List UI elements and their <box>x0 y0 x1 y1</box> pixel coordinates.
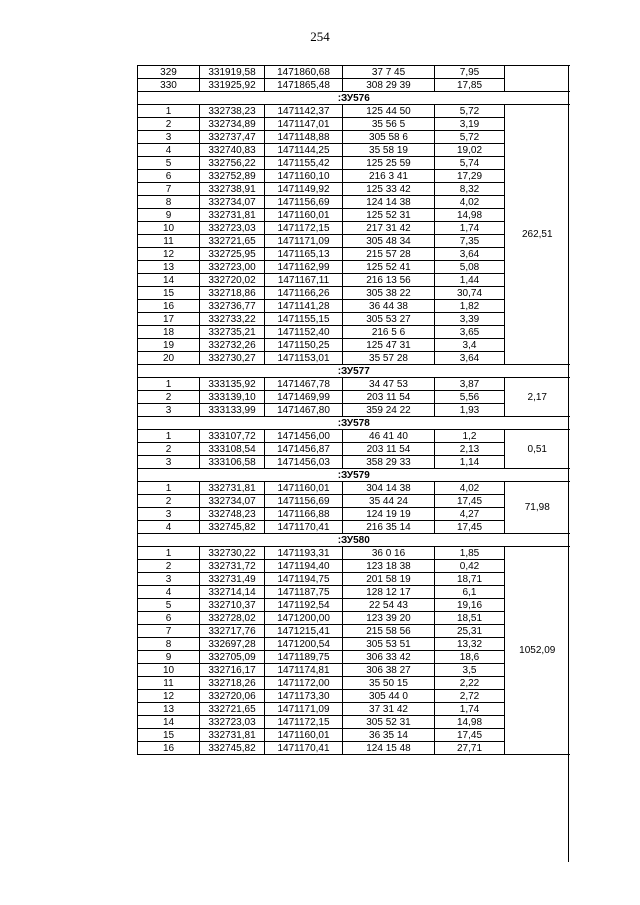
table-cell: 1,85 <box>435 547 505 560</box>
table-cell: 1471194,75 <box>265 573 343 586</box>
table-cell: 1,14 <box>435 456 505 469</box>
area-cell: 262,51 <box>505 105 570 365</box>
table-cell: 22 54 43 <box>343 599 435 612</box>
table-cell: 332728,02 <box>200 612 265 625</box>
section-title: :ЗУ580 <box>138 534 570 547</box>
table-cell: 1471174,81 <box>265 664 343 677</box>
table-cell: 8,32 <box>435 183 505 196</box>
table-row <box>138 547 570 560</box>
table-cell: 1471150,25 <box>265 339 343 352</box>
table-cell: 36 44 38 <box>343 300 435 313</box>
table-cell: 3 <box>138 573 200 586</box>
table-cell: 128 12 17 <box>343 586 435 599</box>
table-cell: 18 <box>138 326 200 339</box>
table-cell: 6 <box>138 612 200 625</box>
table-cell: 308 29 39 <box>343 79 435 92</box>
table-cell: 1471200,54 <box>265 638 343 651</box>
table-cell: 332731,81 <box>200 729 265 742</box>
table-cell: 9 <box>138 209 200 222</box>
table-cell: 6,1 <box>435 586 505 599</box>
section-header-row <box>138 469 570 482</box>
table-cell: 18,6 <box>435 651 505 664</box>
table-cell: 18,71 <box>435 573 505 586</box>
table-cell: 1471160,01 <box>265 482 343 495</box>
table-cell: 332717,76 <box>200 625 265 638</box>
table-row <box>138 378 570 391</box>
table-cell: 1471155,42 <box>265 157 343 170</box>
table-cell: 332723,03 <box>200 716 265 729</box>
table-cell: 1,74 <box>435 222 505 235</box>
table-cell: 332737,47 <box>200 131 265 144</box>
table-cell: 332721,65 <box>200 703 265 716</box>
table-cell: 17,85 <box>435 79 505 92</box>
table-cell: 30,74 <box>435 287 505 300</box>
table-cell: 36 35 14 <box>343 729 435 742</box>
table-cell: 13 <box>138 703 200 716</box>
table-cell: 332738,23 <box>200 105 265 118</box>
table-cell: 35 50 15 <box>343 677 435 690</box>
section-title: :ЗУ578 <box>138 417 570 430</box>
table-cell: 332718,26 <box>200 677 265 690</box>
table-cell: 305 48 34 <box>343 235 435 248</box>
table-cell: 17,45 <box>435 729 505 742</box>
table-cell: 2 <box>138 495 200 508</box>
table-row <box>138 66 570 79</box>
table-cell: 2 <box>138 391 200 404</box>
table-cell: 1471467,78 <box>265 378 343 391</box>
table-cell: 3,64 <box>435 248 505 261</box>
table-cell: 329 <box>138 66 200 79</box>
table-cell: 5 <box>138 599 200 612</box>
table-cell: 15 <box>138 287 200 300</box>
table-cell: 332705,09 <box>200 651 265 664</box>
table-cell: 216 3 41 <box>343 170 435 183</box>
table-cell: 332730,22 <box>200 547 265 560</box>
table-cell: 1471149,92 <box>265 183 343 196</box>
table-cell: 5,56 <box>435 391 505 404</box>
table-cell: 1471166,26 <box>265 287 343 300</box>
table-cell: 4,02 <box>435 482 505 495</box>
table-cell: 1471156,69 <box>265 196 343 209</box>
table-cell: 3,39 <box>435 313 505 326</box>
table-cell: 123 39 20 <box>343 612 435 625</box>
table-cell: 1,44 <box>435 274 505 287</box>
table-cell: 3 <box>138 131 200 144</box>
table-cell: 358 29 33 <box>343 456 435 469</box>
table-cell: 19,16 <box>435 599 505 612</box>
table-cell: 332731,81 <box>200 482 265 495</box>
section-title: :ЗУ577 <box>138 365 570 378</box>
section-header-row <box>138 92 570 105</box>
table-cell: 215 57 28 <box>343 248 435 261</box>
table-cell: 10 <box>138 222 200 235</box>
table-cell: 332720,06 <box>200 690 265 703</box>
table-cell: 35 44 24 <box>343 495 435 508</box>
table-cell: 2,72 <box>435 690 505 703</box>
table-cell: 332731,81 <box>200 209 265 222</box>
table-cell: 1471171,09 <box>265 235 343 248</box>
table-cell: 332731,72 <box>200 560 265 573</box>
table-cell: 1471194,40 <box>265 560 343 573</box>
table-cell: 1471160,01 <box>265 209 343 222</box>
table-cell: 34 47 53 <box>343 378 435 391</box>
table-cell: 359 24 22 <box>343 404 435 417</box>
table-cell: 1 <box>138 482 200 495</box>
table-cell: 332736,77 <box>200 300 265 313</box>
table-cell: 304 14 38 <box>343 482 435 495</box>
table-cell: 19,02 <box>435 144 505 157</box>
table-cell: 11 <box>138 235 200 248</box>
table-cell: 332734,07 <box>200 196 265 209</box>
table-cell: 1471170,41 <box>265 742 343 755</box>
table-cell: 332714,14 <box>200 586 265 599</box>
table-cell: 332723,00 <box>200 261 265 274</box>
table-cell: 17,45 <box>435 521 505 534</box>
table-cell: 331925,92 <box>200 79 265 92</box>
table-cell: 2 <box>138 443 200 456</box>
area-cell <box>505 66 570 92</box>
table-cell: 332730,27 <box>200 352 265 365</box>
table-cell: 14 <box>138 274 200 287</box>
page-bottom-margin <box>0 862 640 905</box>
table-cell: 1471152,40 <box>265 326 343 339</box>
section-header-row <box>138 365 570 378</box>
table-cell: 306 38 27 <box>343 664 435 677</box>
table-cell: 332723,03 <box>200 222 265 235</box>
table-cell: 3,4 <box>435 339 505 352</box>
table-cell: 333139,10 <box>200 391 265 404</box>
table-cell: 5,08 <box>435 261 505 274</box>
table-cell: 332745,82 <box>200 742 265 755</box>
table-cell: 2,22 <box>435 677 505 690</box>
table-row <box>138 105 570 118</box>
table-cell: 2,13 <box>435 443 505 456</box>
table-cell: 201 58 19 <box>343 573 435 586</box>
table-cell: 217 31 42 <box>343 222 435 235</box>
table-cell: 11 <box>138 677 200 690</box>
table-cell: 4 <box>138 144 200 157</box>
table-cell: 15 <box>138 729 200 742</box>
table-cell: 333107,72 <box>200 430 265 443</box>
table-cell: 16 <box>138 742 200 755</box>
table-cell: 330 <box>138 79 200 92</box>
table-cell: 9 <box>138 651 200 664</box>
table-cell: 125 52 31 <box>343 209 435 222</box>
table-cell: 305 53 51 <box>343 638 435 651</box>
table-cell: 14,98 <box>435 716 505 729</box>
table-cell: 0,42 <box>435 560 505 573</box>
table-cell: 1471173,30 <box>265 690 343 703</box>
table-cell: 1471187,75 <box>265 586 343 599</box>
table-cell: 5 <box>138 157 200 170</box>
table-cell: 305 52 31 <box>343 716 435 729</box>
table-cell: 332725,95 <box>200 248 265 261</box>
page-number: 254 <box>310 29 330 44</box>
table-cell: 215 58 56 <box>343 625 435 638</box>
table-cell: 333133,99 <box>200 404 265 417</box>
table-cell: 332720,02 <box>200 274 265 287</box>
table-cell: 305 44 0 <box>343 690 435 703</box>
table-cell: 1471144,25 <box>265 144 343 157</box>
area-cell: 71,98 <box>505 482 570 534</box>
table-cell: 1471456,00 <box>265 430 343 443</box>
table-cell: 1471192,54 <box>265 599 343 612</box>
table-cell: 14 <box>138 716 200 729</box>
table-cell: 332752,89 <box>200 170 265 183</box>
table-cell: 1471172,00 <box>265 677 343 690</box>
table-cell: 331919,58 <box>200 66 265 79</box>
table-cell: 3 <box>138 456 200 469</box>
table-cell: 1471147,01 <box>265 118 343 131</box>
table-cell: 13,32 <box>435 638 505 651</box>
table-cell: 1471153,01 <box>265 352 343 365</box>
table-cell: 3,64 <box>435 352 505 365</box>
table-cell: 123 18 38 <box>343 560 435 573</box>
area-cell: 2,17 <box>505 378 570 417</box>
table-cell: 1471166,88 <box>265 508 343 521</box>
table-cell: 1471215,41 <box>265 625 343 638</box>
table-cell: 1471167,11 <box>265 274 343 287</box>
section-header-row <box>138 417 570 430</box>
table-cell: 332732,26 <box>200 339 265 352</box>
table-cell: 1471162,99 <box>265 261 343 274</box>
table-cell: 36 0 16 <box>343 547 435 560</box>
table-cell: 4,02 <box>435 196 505 209</box>
table-row <box>138 482 570 495</box>
section-header-row <box>138 534 570 547</box>
table-cell: 332740,83 <box>200 144 265 157</box>
table-cell: 216 5 6 <box>343 326 435 339</box>
table-cell: 125 25 59 <box>343 157 435 170</box>
table-cell: 8 <box>138 196 200 209</box>
table-cell: 332731,49 <box>200 573 265 586</box>
table-cell: 1471469,99 <box>265 391 343 404</box>
table-cell: 37 7 45 <box>343 66 435 79</box>
table-cell: 306 33 42 <box>343 651 435 664</box>
table-cell: 1,2 <box>435 430 505 443</box>
table-cell: 1471171,09 <box>265 703 343 716</box>
table-cell: 1471170,41 <box>265 521 343 534</box>
table-cell: 35 58 19 <box>343 144 435 157</box>
table-cell: 1,74 <box>435 703 505 716</box>
table-cell: 16 <box>138 300 200 313</box>
table-cell: 7,95 <box>435 66 505 79</box>
table-cell: 332735,21 <box>200 326 265 339</box>
table-cell: 7,35 <box>435 235 505 248</box>
table-cell: 5,74 <box>435 157 505 170</box>
table-cell: 124 19 19 <box>343 508 435 521</box>
table-cell: 1,82 <box>435 300 505 313</box>
table-cell: 4 <box>138 521 200 534</box>
table-cell: 125 52 41 <box>343 261 435 274</box>
table-cell: 332710,37 <box>200 599 265 612</box>
table-cell: 17 <box>138 313 200 326</box>
table-cell: 12 <box>138 248 200 261</box>
table-cell: 3 <box>138 404 200 417</box>
table-cell: 332745,82 <box>200 521 265 534</box>
table-cell: 1471148,88 <box>265 131 343 144</box>
table-cell: 124 15 48 <box>343 742 435 755</box>
table-cell: 332756,22 <box>200 157 265 170</box>
table-cell: 332716,17 <box>200 664 265 677</box>
table-cell: 12 <box>138 690 200 703</box>
table-cell: 25,31 <box>435 625 505 638</box>
table-cell: 3,5 <box>435 664 505 677</box>
coordinates-table <box>137 65 570 755</box>
coordinates-table-body <box>138 66 570 755</box>
table-cell: 125 47 31 <box>343 339 435 352</box>
table-cell: 332748,23 <box>200 508 265 521</box>
table-cell: 125 44 50 <box>343 105 435 118</box>
table-cell: 216 35 14 <box>343 521 435 534</box>
section-title: :ЗУ576 <box>138 92 570 105</box>
table-cell: 7 <box>138 625 200 638</box>
table-cell: 46 41 40 <box>343 430 435 443</box>
table-cell: 216 13 56 <box>343 274 435 287</box>
table-cell: 333135,92 <box>200 378 265 391</box>
table-cell: 17,29 <box>435 170 505 183</box>
table-cell: 3,19 <box>435 118 505 131</box>
table-cell: 35 57 28 <box>343 352 435 365</box>
table-cell: 4 <box>138 586 200 599</box>
table-cell: 1471160,10 <box>265 170 343 183</box>
table-cell: 1 <box>138 547 200 560</box>
table-cell: 3,65 <box>435 326 505 339</box>
table-cell: 13 <box>138 261 200 274</box>
table-cell: 332738,91 <box>200 183 265 196</box>
table-cell: 1471160,01 <box>265 729 343 742</box>
table-cell: 8 <box>138 638 200 651</box>
table-cell: 203 11 54 <box>343 443 435 456</box>
table-cell: 1 <box>138 105 200 118</box>
table-cell: 203 11 54 <box>343 391 435 404</box>
table-cell: 1471467,80 <box>265 404 343 417</box>
table-cell: 1471189,75 <box>265 651 343 664</box>
table-cell: 332718,86 <box>200 287 265 300</box>
table-cell: 305 58 6 <box>343 131 435 144</box>
table-cell: 3 <box>138 508 200 521</box>
table-cell: 124 14 38 <box>343 196 435 209</box>
table-cell: 10 <box>138 664 200 677</box>
table-cell: 35 56 5 <box>343 118 435 131</box>
table-cell: 6 <box>138 170 200 183</box>
table-cell: 1471865,48 <box>265 79 343 92</box>
table-cell: 332734,07 <box>200 495 265 508</box>
table-cell: 333106,58 <box>200 456 265 469</box>
table-cell: 37 31 42 <box>343 703 435 716</box>
table-cell: 305 53 27 <box>343 313 435 326</box>
table-cell: 1471860,68 <box>265 66 343 79</box>
table-cell: 2 <box>138 118 200 131</box>
table-cell: 332697,28 <box>200 638 265 651</box>
table-cell: 332721,65 <box>200 235 265 248</box>
table-cell: 1 <box>138 378 200 391</box>
table-cell: 1471141,28 <box>265 300 343 313</box>
table-cell: 1471456,87 <box>265 443 343 456</box>
table-cell: 125 33 42 <box>343 183 435 196</box>
table-right-border <box>568 65 569 862</box>
table-cell: 305 38 22 <box>343 287 435 300</box>
table-cell: 1471165,13 <box>265 248 343 261</box>
table-cell: 1471155,15 <box>265 313 343 326</box>
table-cell: 18,51 <box>435 612 505 625</box>
table-cell: 5,72 <box>435 131 505 144</box>
table-cell: 332734,89 <box>200 118 265 131</box>
table-cell: 333108,54 <box>200 443 265 456</box>
table-cell: 17,45 <box>435 495 505 508</box>
table-cell: 4,27 <box>435 508 505 521</box>
section-title: :ЗУ579 <box>138 469 570 482</box>
table-cell: 1471456,03 <box>265 456 343 469</box>
area-cell: 1052,09 <box>505 547 570 755</box>
table-cell: 1471142,37 <box>265 105 343 118</box>
table-cell: 332733,22 <box>200 313 265 326</box>
table-cell: 1471172,15 <box>265 716 343 729</box>
table-cell: 14,98 <box>435 209 505 222</box>
table-row <box>138 430 570 443</box>
table-cell: 1471156,69 <box>265 495 343 508</box>
table-cell: 1471193,31 <box>265 547 343 560</box>
table-cell: 19 <box>138 339 200 352</box>
table-cell: 20 <box>138 352 200 365</box>
table-cell: 2 <box>138 560 200 573</box>
table-cell: 7 <box>138 183 200 196</box>
table-cell: 27,71 <box>435 742 505 755</box>
table-cell: 1 <box>138 430 200 443</box>
table-cell: 1471172,15 <box>265 222 343 235</box>
table-cell: 1471200,00 <box>265 612 343 625</box>
table-cell: 1,93 <box>435 404 505 417</box>
area-cell: 0,51 <box>505 430 570 469</box>
table-cell: 3,87 <box>435 378 505 391</box>
table-cell: 5,72 <box>435 105 505 118</box>
